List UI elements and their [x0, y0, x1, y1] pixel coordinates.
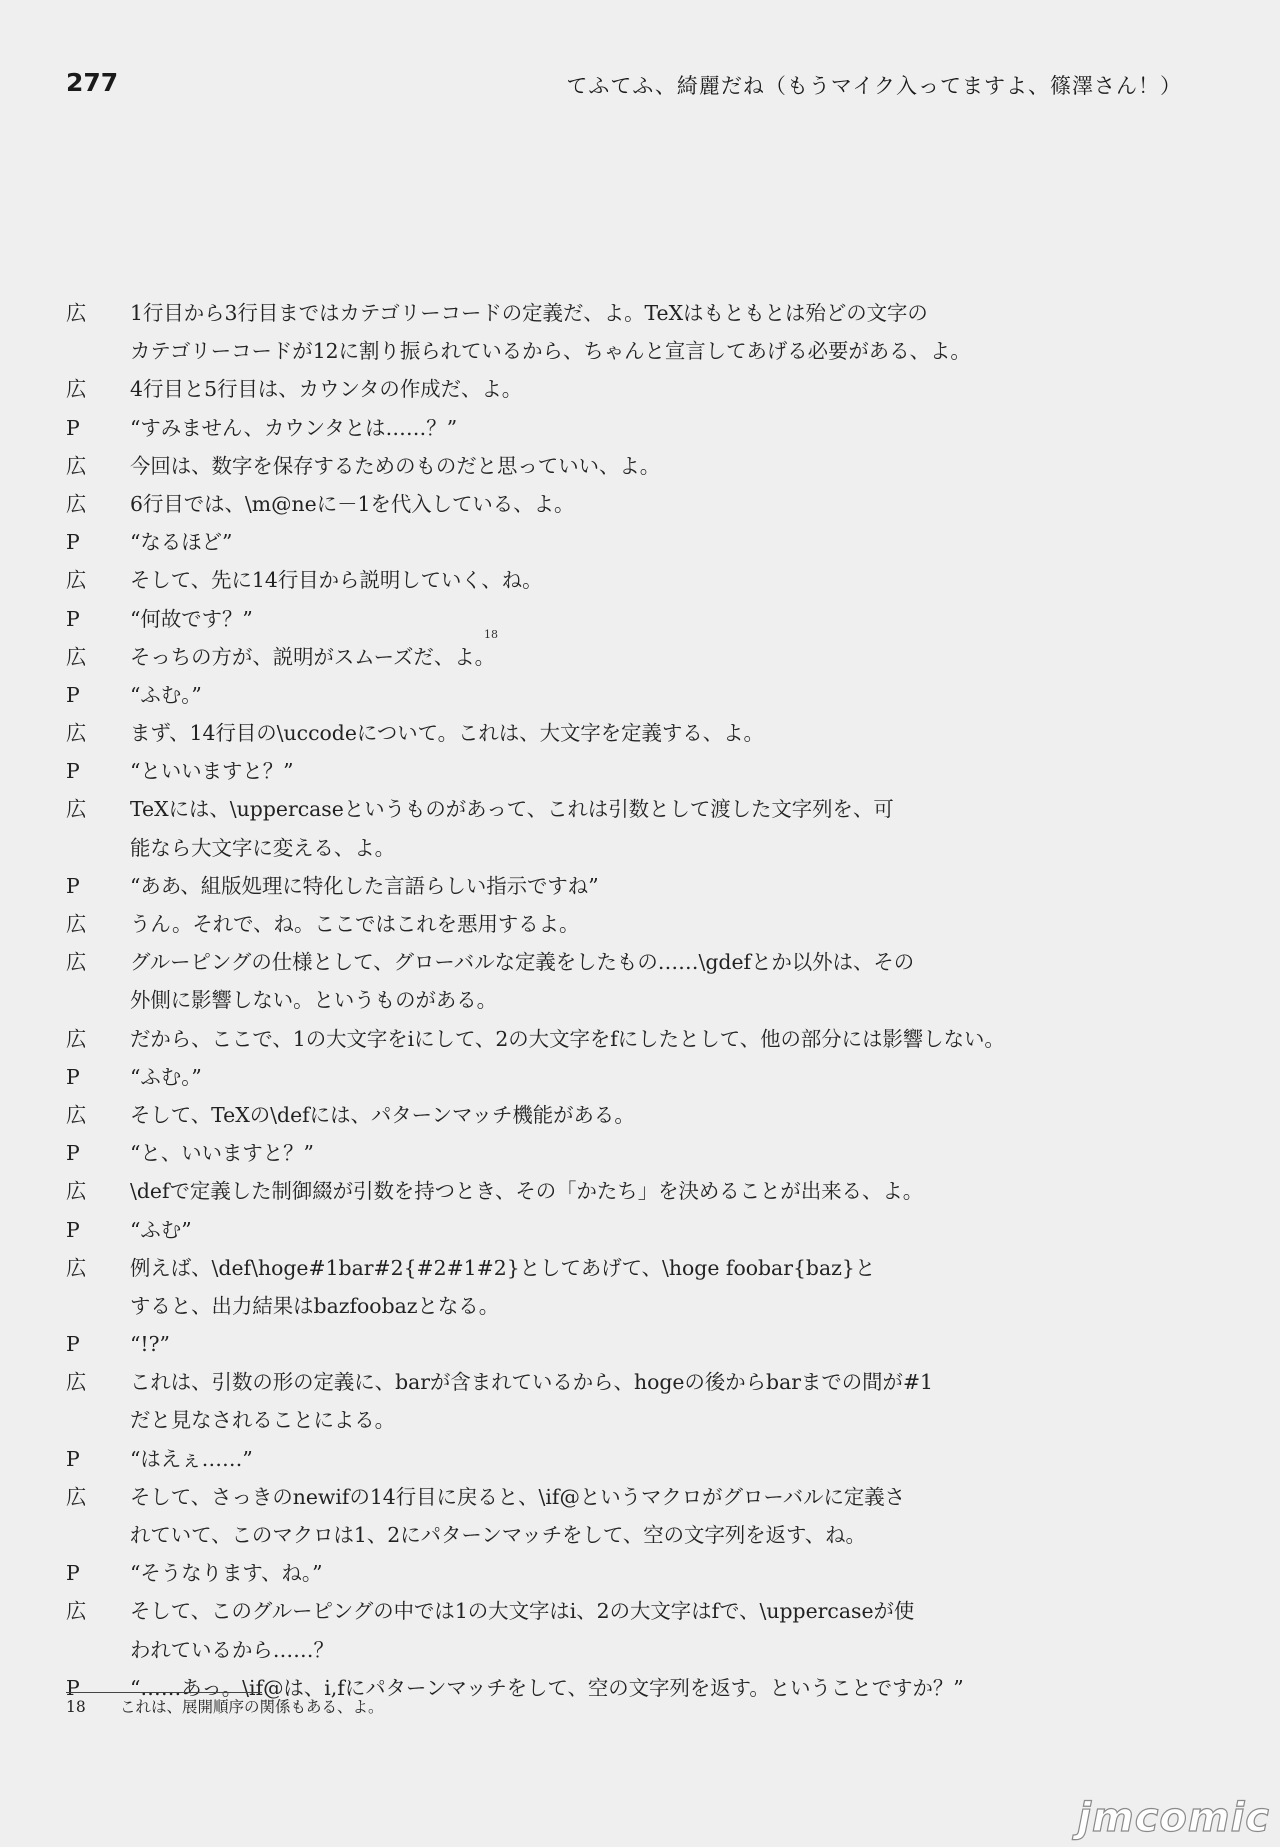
line-text: “と、いいますと？”: [130, 1141, 314, 1166]
speaker-label: P: [66, 759, 80, 784]
speaker-label: 広: [66, 1599, 87, 1624]
speaker-label: 広: [66, 950, 87, 975]
dialogue-line: [66, 1249, 996, 1287]
line-text: \defで定義した制御綴が引数を持つとき、その「かたち」を決めることが出来る、よ。: [130, 1179, 924, 1204]
dialogue-line: [66, 409, 996, 447]
line-text: 能なら大文字に変える、よ。: [130, 835, 396, 860]
line-text: “ふむ。”: [130, 682, 202, 707]
dialogue-body: [66, 294, 1005, 1707]
speaker-label: 広: [66, 644, 87, 669]
line-text: 1行目から3行目まではカテゴリーコードの定義だ、よ。TeXはもともとは殆どの文字の: [130, 301, 928, 325]
dialogue-line: [66, 370, 996, 408]
speaker-label: P: [66, 1446, 80, 1471]
footnote-number: 18: [66, 1698, 86, 1716]
speaker-label: 広: [66, 453, 87, 478]
line-text: うん。それで、ね。ここではこれを悪用するよ。: [130, 912, 580, 936]
dialogue-line: [66, 1401, 996, 1439]
speaker-label: P: [66, 415, 80, 440]
speaker-label: 広: [66, 721, 87, 746]
line-text: “……あっ。\if@は、i,fにパターンマッチをして、空の文字列を返す。ということですか？”: [130, 1675, 964, 1700]
footnote-rule: [66, 1692, 262, 1693]
speaker-label: 広: [66, 1102, 87, 1127]
dialogue-line: [66, 1592, 996, 1630]
dialogue-line: [66, 294, 996, 332]
line-text: すると、出力結果はbazfoobazとなる。: [130, 1293, 500, 1318]
line-text: そして、さっきのnewifの14行目に戻ると、\if@というマクロがグローバルに定義さ: [130, 1484, 906, 1509]
speaker-label: P: [66, 682, 80, 707]
speaker-label: 広: [66, 491, 87, 516]
line-text: “!?”: [130, 1332, 170, 1357]
dialogue-line: [66, 1134, 996, 1172]
line-text: われているから……？: [130, 1637, 334, 1662]
dialogue-line: [66, 829, 996, 867]
dialogue-line: [66, 1020, 1005, 1058]
dialogue-line: [66, 905, 996, 943]
line-text: TeXには、\uppercaseというものがあって、これは引数として渡した文字列を、可: [130, 797, 894, 822]
line-text: そして、TeXの\defには、パターンマッチ機能がある。: [130, 1102, 635, 1127]
speaker-label: P: [66, 606, 80, 631]
speaker-label: 広: [66, 1179, 87, 1204]
line-text: “なるほど”: [130, 530, 233, 555]
footnote: [66, 1695, 384, 1717]
line-text: 6行目では、\m@neに－1を代入している、よ。: [130, 491, 575, 516]
line-text: そして、先に14行目から説明していく、ね。: [130, 568, 543, 593]
speaker-label: 広: [66, 1484, 87, 1509]
line-text: そっちの方が、説明がスムーズだ、よ。: [130, 644, 495, 669]
line-text: まず、14行目の\uccodeについて。これは、大文字を定義する、よ。: [130, 721, 764, 746]
dialogue-line: [66, 1172, 996, 1210]
speaker-label: P: [66, 1141, 80, 1166]
line-text: だから、ここで、1の大文字をiにして、2の大文字をfにしたとして、他の部分には影響しない。: [130, 1026, 1005, 1051]
line-text: “といいますと？”: [130, 759, 294, 784]
dialogue-line: [66, 447, 996, 485]
speaker-label: P: [66, 1064, 80, 1089]
line-text: これは、引数の形の定義に、barが含まれているから、hogeの後からbarまでの間が#1: [130, 1370, 933, 1395]
watermark-logo: jmcomic: [1077, 1795, 1270, 1841]
line-text: カテゴリーコードが12に割り振られているから、ちゃんと宣言してあげる必要がある、よ。: [130, 339, 971, 364]
dialogue-line: [66, 561, 996, 599]
speaker-label: P: [66, 873, 80, 898]
line-text: そして、このグルーピングの中では1の大文字はi、2の大文字はfで、\uppercaseが使: [130, 1599, 915, 1624]
dialogue-line: [66, 1325, 996, 1363]
dialogue-line: [66, 638, 996, 676]
dialogue-line: [66, 1478, 996, 1516]
speaker-label: P: [66, 1561, 80, 1586]
line-text: 外側に影響しない。というものがある。: [130, 988, 498, 1013]
footnote-text: これは、展開順序の関係もある、よ。: [120, 1698, 384, 1716]
speaker-label: 広: [66, 1370, 87, 1395]
dialogue-line: [66, 523, 996, 561]
speaker-label: P: [66, 1332, 80, 1357]
page-number: 277: [66, 68, 119, 97]
dialogue-line: [66, 1440, 996, 1478]
dialogue-line: [66, 1631, 996, 1669]
dialogue-line: [66, 1058, 996, 1096]
speaker-label: 広: [66, 1255, 87, 1280]
speaker-label: 広: [66, 377, 87, 402]
line-text: “ふむ。”: [130, 1064, 202, 1089]
dialogue-line: [66, 332, 996, 370]
speaker-label: P: [66, 1217, 80, 1242]
dialogue-line: [66, 1363, 996, 1401]
dialogue-line: [66, 1516, 996, 1554]
speaker-label: 広: [66, 797, 87, 822]
speaker-label: 広: [66, 1026, 87, 1051]
running-header: てふてふ、綺麗だね（もうマイク入ってますよ、篠澤さん！）: [566, 74, 1182, 98]
speaker-label: P: [66, 530, 80, 555]
line-text: “ふむ”: [130, 1217, 192, 1242]
dialogue-line: [66, 485, 996, 523]
dialogue-line: [66, 1096, 996, 1134]
line-text: “はえぇ……”: [130, 1446, 253, 1471]
line-text: “何故です？”: [130, 606, 253, 631]
dialogue-line: [66, 943, 996, 981]
dialogue-line: [66, 981, 996, 1019]
dialogue-line: [66, 752, 996, 790]
speaker-label: 広: [66, 568, 87, 593]
line-text: グルーピングの仕様として、グローバルな定義をしたもの……\gdefとか以外は、その: [130, 950, 915, 975]
speaker-label: P: [66, 1675, 80, 1700]
line-text: 例えば、\def\hoge#1bar#2{#2#1#2}としてあげて、\hoge foobar{baz}と: [130, 1255, 876, 1280]
footnote-ref-mark: 18: [484, 628, 498, 641]
dialogue-line: [66, 600, 996, 638]
dialogue-line: [66, 1287, 996, 1325]
dialogue-line: [66, 676, 996, 714]
line-text: だと見なされることによる。: [130, 1408, 396, 1433]
speaker-label: 広: [66, 301, 87, 325]
dialogue-line: [66, 1211, 996, 1249]
dialogue-line: [66, 790, 996, 828]
line-text: “すみません、カウンタとは……？”: [130, 415, 458, 440]
line-text: “そうなります、ね。”: [130, 1561, 323, 1586]
dialogue-line: [66, 1554, 996, 1592]
speaker-label: 広: [66, 912, 87, 936]
line-text: れていて、このマクロは1、2にパターンマッチをして、空の文字列を返す、ね。: [130, 1523, 866, 1547]
line-text: 4行目と5行目は、カウンタの作成だ、よ。: [130, 377, 523, 402]
dialogue-line: [66, 714, 996, 752]
dialogue-line: [66, 867, 996, 905]
line-text: 今回は、数字を保存するためのものだと思っていい、よ。: [130, 453, 661, 478]
line-text: “ああ、組版処理に特化した言語らしい指示ですね”: [130, 873, 599, 898]
